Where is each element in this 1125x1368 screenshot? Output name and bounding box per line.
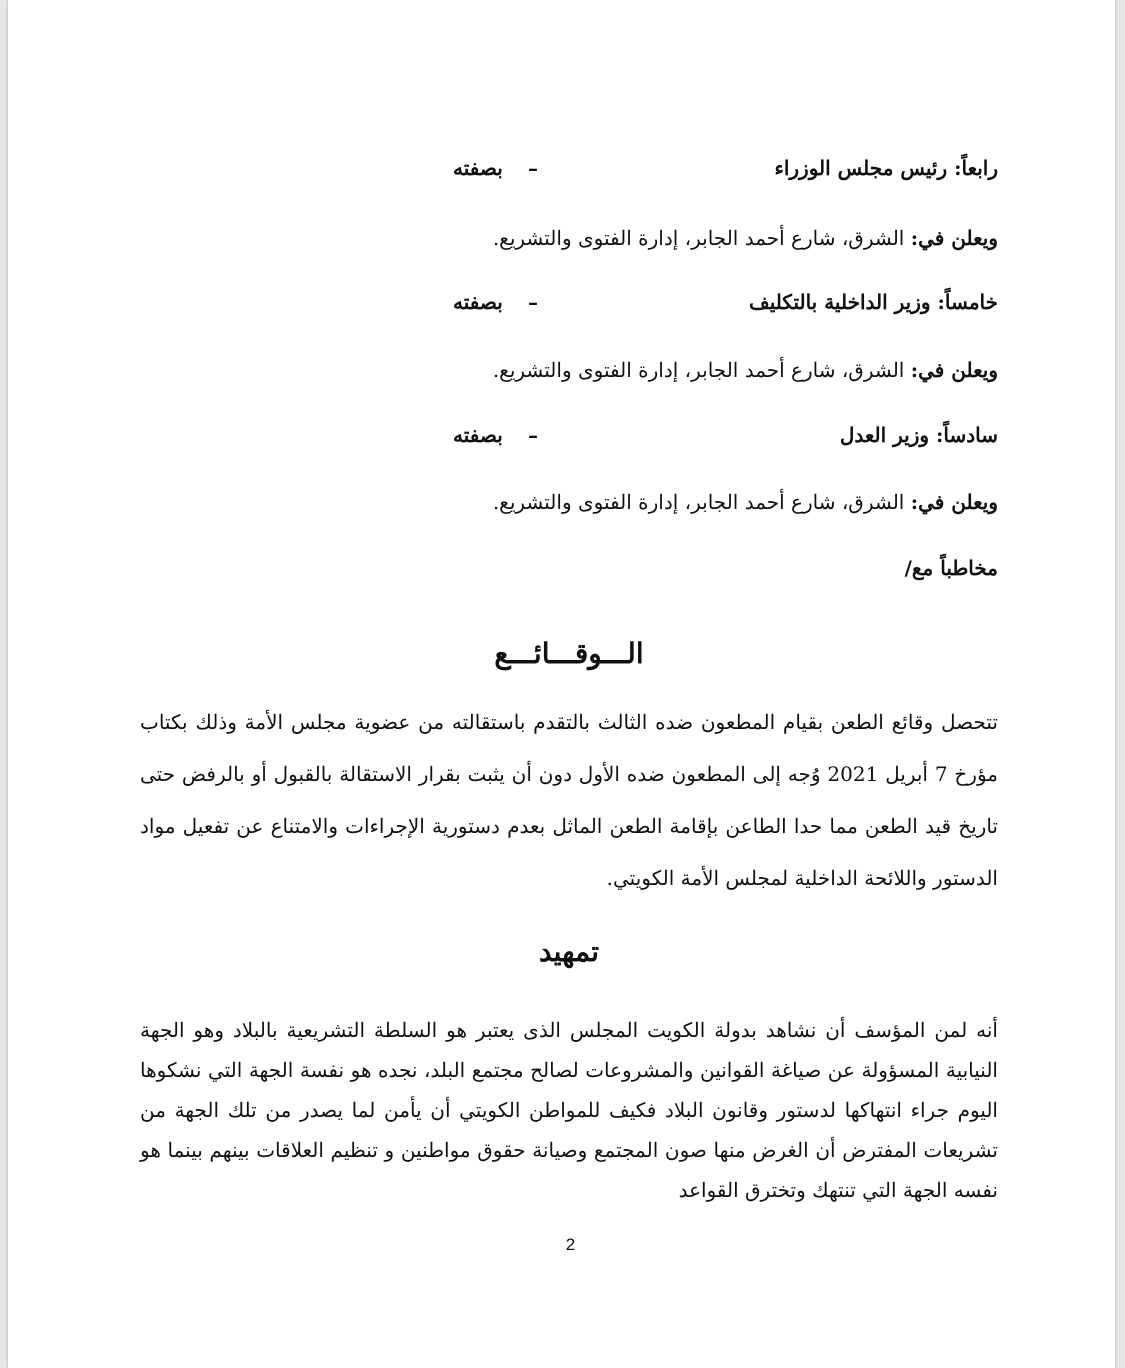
party-capacity: بصفته <box>453 423 503 447</box>
party-address-6 <box>453 482 998 522</box>
salutation: مخاطباً مع/ <box>904 556 998 580</box>
facts-heading: الـــوقـــائـــع <box>494 637 644 670</box>
document-page <box>8 0 1115 1368</box>
party-row-4 <box>453 148 998 188</box>
party-dash: – <box>528 156 538 180</box>
party-row-5 <box>453 282 998 322</box>
party-label: رابعاً: رئيس مجلس الوزراء <box>774 156 998 180</box>
party-label: خامساً: وزير الداخلية بالتكليف <box>749 290 998 314</box>
intro-heading: تمهيد <box>538 935 600 968</box>
party-capacity: بصفته <box>453 290 503 314</box>
page-number: 2 <box>565 1235 576 1254</box>
party-address-4 <box>453 218 998 258</box>
facts-paragraph: تتحصل وقائع الطعن بقيام المطعون ضده الثالث بالتقدم باستقالته من عضوية مجلس الأمة وذلك بكتاب مؤرخ 7 أبريل 2021 وُجه إلى المطعون ضده الأول دون أن يثبت بقرار الاستقالة بالقبول أو بالرفض حتى تاريخ قيد الطعن مما حدا الطاعن بإقامة الطعن الماثل بعدم دستورية الإجراءات والامتناع عن تفعيل مواد الدستور واللائحة الداخلية لمجلس الأمة الكويتي. <box>140 710 998 890</box>
party-address-5 <box>453 350 998 390</box>
party-row-6 <box>453 415 998 455</box>
party-dash: – <box>528 290 538 314</box>
address-prefix: ويعلن في: <box>910 358 998 382</box>
party-dash: – <box>528 423 538 447</box>
address-prefix: ويعلن في: <box>910 490 998 514</box>
party-capacity: بصفته <box>453 156 503 180</box>
address-prefix: ويعلن في: <box>910 226 998 250</box>
party-label: سادساً: وزير العدل <box>839 423 998 447</box>
intro-paragraph: أنه لمن المؤسف أن نشاهد بدولة الكويت المجلس الذى يعتبر هو السلطة التشريعية بالبلاد وهو الجهة النيابية المسؤولة عن صياغة القوانين والمشروعات لصالح مجتمع البلد، نجده هو نفسة الجهة التي نشكوها اليوم جراء انتهاكها لدستور وقانون البلاد فكيف للمواطن الكويتي أن يأمن لما يصدر من تلك الجهة من تشريعات المفترض أن الغرض منها صون المجتمع وصيانة حقوق مواطنين و تنظيم العلاقات بينهم بينما هو نفسه الجهة التي تنتهك وتخترق القواعد <box>140 1018 998 1202</box>
address-text: الشرق، شارع أحمد الجابر، إدارة الفتوى والتشريع. <box>492 358 905 382</box>
address-text: الشرق، شارع أحمد الجابر، إدارة الفتوى والتشريع. <box>492 226 905 250</box>
address-text: الشرق، شارع أحمد الجابر، إدارة الفتوى والتشريع. <box>492 490 905 514</box>
